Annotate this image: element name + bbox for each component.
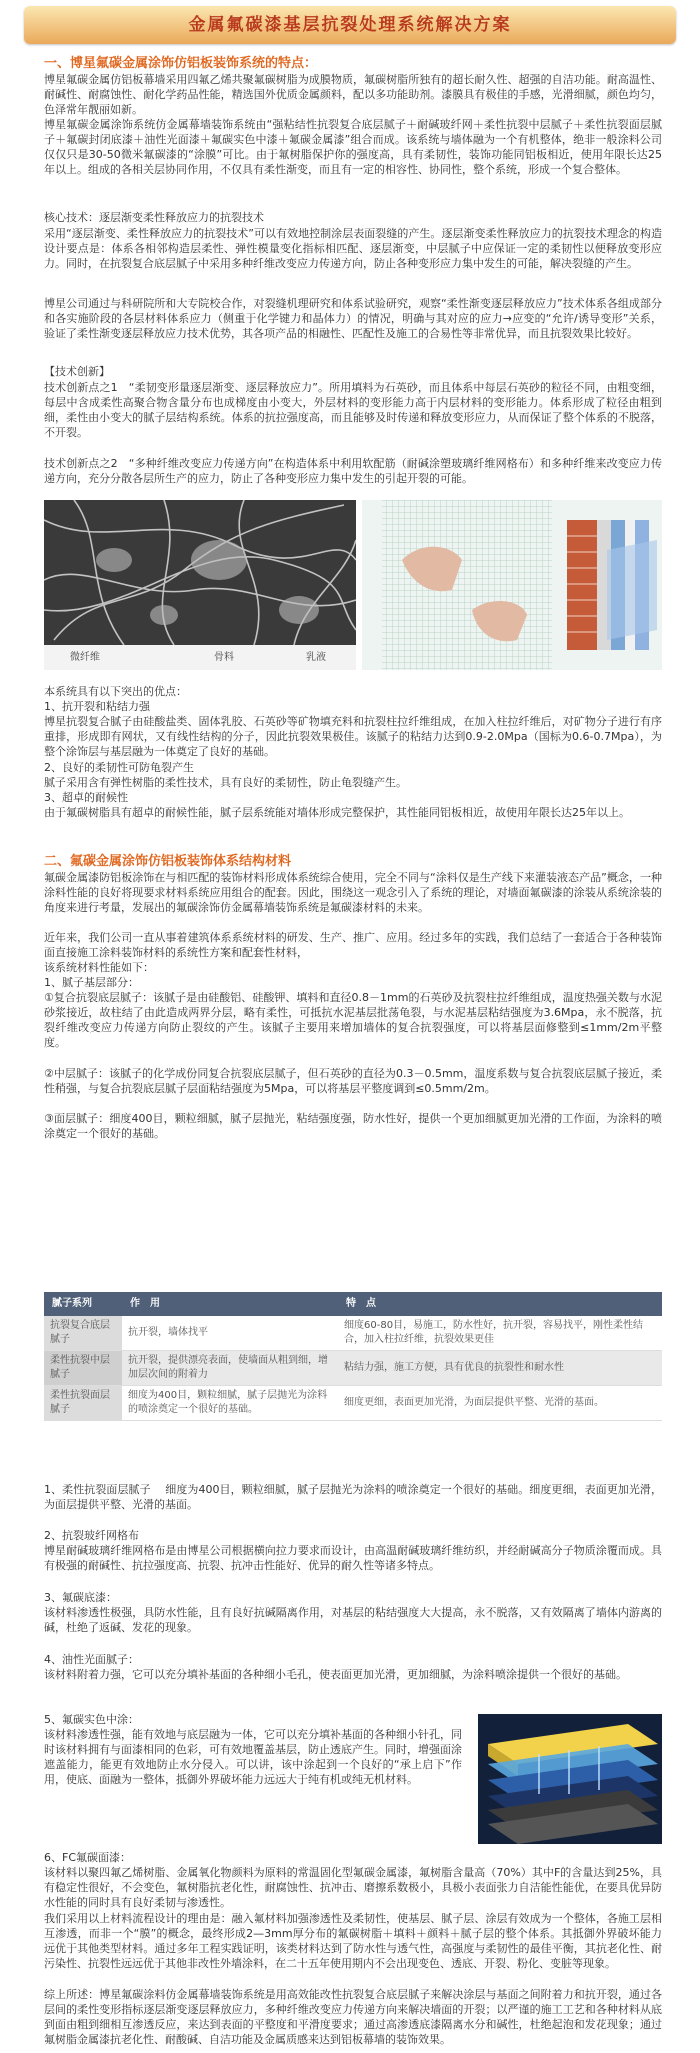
putty-spec-table bbox=[44, 1292, 662, 1421]
advantage-3-text: 由于氟碳树脂具有超卓的耐候性能，腻子层系统能对墙体形成完整保护，其性能同铝板相近，故使用年限长达25年以上。 bbox=[44, 806, 630, 819]
table-cell: 抗开裂，墙体找平 bbox=[122, 1316, 338, 1351]
mesh-application-figure bbox=[362, 500, 662, 670]
material-4-title: 4、油性光面腻子： bbox=[44, 1653, 139, 1666]
advantages-intro: 本系统具有以下突出的优点： bbox=[44, 685, 187, 698]
material-3-title: 3、氟碳底漆： bbox=[44, 1591, 117, 1604]
label-latex: 乳液 bbox=[306, 652, 326, 663]
advantage-2-title: 2、良好的柔韧性可防龟裂产生 bbox=[44, 761, 194, 774]
advantage-1-title: 1、抗开裂和粘结力强 bbox=[44, 700, 150, 713]
fiber-micrograph-image bbox=[44, 500, 356, 645]
section2-paragraph-1: 氟碳金属漆防铝板涂饰在与相匹配的装饰材料形成体系统综合使用，完全不同与“涂料仅是生产线下来灌装液态产品”概念，一种涂料性能的良好将现要求材料系统应用组合的配套。因此，围绕这一观念引入了系统的理论，对墙面氟碳漆的涂装从系统涂装的角度来进行考量，发展出的氟碳涂饰仿金属幕墙装饰系统是氟碳漆材料的未来。 bbox=[44, 871, 662, 914]
advantage-2-text: 腻子采用含有弹性树脂的柔性技术，具有良好的柔韧性，防止龟裂缝产生。 bbox=[44, 776, 407, 789]
section2-heading: 二、氟碳金属涂饰仿铝板装饰体系结构材料 bbox=[44, 854, 292, 869]
putty-base-layer: ①复合抗裂底层腻子：该腻子是由硅酸铝、硅酸钾、填料和直径0.8－1mm的石英砂及抗裂柱拉纤维组成，温度热强关数与水泥砂浆接近，故柱结了由此造成两界分层，略有柔性，可抵抗水泥基层批荡龟裂，与水泥基层粘结强度为3.6Mpa，永不脱落，抗裂纤维改变应力传递方向防止裂纹的产生。该腻子主要用来增加墙体的复合抗裂强度，可以将基层面修整到≤1mm/2m平整度。 bbox=[44, 991, 662, 1049]
table-cell: 粘结力强，施工方便，具有优良的抗裂性和耐水性 bbox=[338, 1351, 662, 1386]
section1-heading: 一、博星氟碳金属涂饰仿铝板装饰系统的特点： bbox=[44, 56, 318, 71]
putty-base-title: 1、腻子基层部分： bbox=[44, 976, 139, 989]
fiber-microscope-figure bbox=[44, 500, 356, 670]
material-5-title: 5、氟碳实色中涂： bbox=[44, 1713, 139, 1726]
table-row bbox=[44, 1316, 662, 1351]
table-header-feature: 特 点 bbox=[338, 1292, 662, 1316]
label-fiber: 微纤维 bbox=[70, 652, 100, 663]
core-tech-title: 核心技术：逐层渐变柔性释放应力的抗裂技术 bbox=[44, 211, 264, 224]
design-rationale: 我们采用以上材料流程设计的理由是：融入氟材料加强渗透性及柔韧性，使基层、腻子层、涂层有效成为一个整体，各施工层相互渗透，而非一个“膜”的概念，最终形成2—3mm厚分布的氟碳树脂＋填料＋颜料＋腻子层的整个体系。其抵御外界破坏能力远优于其他类型材料。通过多年工程实践证明，该类材料达到了防水性与透气性，高强度与柔韧性的最佳平衡，其抗老化性、耐污染性、抗裂性远远优于其他非改性外墙涂料，在二十五年使用期内不会出现变色、透底、开裂、粉化、变脏等现象。 bbox=[44, 1912, 662, 1970]
coating-layers-figure bbox=[478, 1714, 662, 1844]
material-6-title: 6、FC氟碳面漆： bbox=[44, 1851, 132, 1864]
innovation-point-1: 技术创新点之1 “柔韧变形量逐层渐变、逐层释放应力”。所用填料为石英砂，而且体系中每层石英砂的粒径不同，由粗变细，每层中含成柔性高聚合物含量分布也成梯度由小变大，外层材料的变形能力高于内层材料的变形能力。体系形成了粒径由粗到细，柔性由小变大的腻子层结构系统。体系的抗拉强度高，而且能够及时传递和释放变形应力，从而保证了整个体系的不脱落，不开裂。 bbox=[44, 381, 662, 439]
table-cell: 细度为400目，颗粒细腻，腻子层抛光为涂料的喷涂奠定一个很好的基础。 bbox=[122, 1386, 338, 1421]
table-header-series: 腻子系列 bbox=[44, 1292, 122, 1316]
section2-paragraph-2: 近年来，我们公司一直从事着建筑体系系统材料的研发、生产、推广、应用。经过多年的实践，我们总结了一套适合于各种装饰面直接施工涂料装饰材料的系统性方案和配套性材料， bbox=[44, 931, 662, 959]
material-5-text: 该材料渗透性强，能有效地与底层融为一体，它可以充分填补基面的各种细小针孔，同时该材料拥有与面漆相同的色彩，可有效地覆盖基层，防止透底产生。同时，增强面涂遮盖能力，能更有效地防止水分侵入。可以讲，该中涂起到一个良好的“承上启下”作用，使底、面融为一整体，抵御外界破坏能力远远大于纯有机或纯无机材料。 bbox=[44, 1728, 462, 1786]
material-2-text: 博星耐碱玻璃纤维网格布是由博星公司根据横向拉力要求而设计，由高温耐碱玻璃纤维纺织，并经耐碱高分子物质涂覆而成。具有极强的耐碱性、抗拉强度高、抗裂、抗冲击性能好、优异的耐久性等诸多特点。 bbox=[44, 1544, 662, 1572]
advantage-3-title: 3、超卓的耐候性 bbox=[44, 791, 128, 804]
table-row bbox=[44, 1386, 662, 1421]
innovation-heading: 【技术创新】 bbox=[44, 365, 110, 378]
section1-paragraph-1: 博星氟碳金属仿铝板幕墙采用四氟乙烯共聚氟碳树脂为成膜物质，氟碳树脂所独有的超长耐久性、超强的自洁功能。耐高温性、耐碱性、耐腐蚀性、耐化学药品性能，精选国外优质金属颜料，配以多功能助剂。漆膜具有极佳的手感，光滑细腻，颜色均匀，色泽常年靓丽如新。 bbox=[44, 73, 662, 116]
page-title: 金属氟碳漆基层抗裂处理系统解决方案 bbox=[188, 14, 512, 35]
material-3-text: 该材料渗透性极强，具防水性能，且有良好抗碱隔离作用，对基层的粘结强度大大提高，永不脱落，又有效隔离了墙体内游离的碱，杜绝了返碱、发花的现象。 bbox=[44, 1606, 662, 1634]
table-cell: 柔性抗裂面层腻子 bbox=[44, 1386, 122, 1421]
putty-middle-layer: ②中层腻子：该腻子的化学成份同复合抗裂底层腻子，但石英砂的直径为0.3－0.5mm，温度系数与复合抗裂底层腻子接近，柔性稍强，与复合抗裂底层腻子层面粘结强度为5Mpa，可以将基层平整度调到≤0.5mm/2m。 bbox=[44, 1067, 662, 1095]
table-cell: 柔性抗裂中层腻子 bbox=[44, 1351, 122, 1386]
innovation-point-2: 技术创新点之2 “多种纤维改变应力传递方向”在构造体系中利用软配筋（耐碱涂塑玻璃纤维网格布）和多种纤维来改变应力传递方向，充分分散各层所生产的应力，防止了各种变形应力集中发生的引起开裂的可能。 bbox=[44, 457, 662, 485]
material-2-title: 2、抗裂玻纤网格布 bbox=[44, 1529, 139, 1542]
section2-paragraph-3: 该系统材料性能如下： bbox=[44, 961, 154, 974]
label-aggregate: 骨料 bbox=[214, 652, 234, 663]
table-cell: 抗开裂，提供漂亮表面，使墙面从粗到细，增加层次间的附着力 bbox=[122, 1351, 338, 1386]
section1-paragraph-4: 博星公司通过与科研院所和大专院校合作，对裂缝机理研究和体系试验研究，观察“柔性渐变逐层释放应力”技术体系各组成部分和各实施阶段的各层材料体系应力（侧重于化学键力和晶体力）的情况，明确与其对应的应力→应变的“允许/诱导变形”关系，验证了柔性渐变逐层释放应力技术优势，其各项产品的相融性、匹配性及施工的合易性等非常优异，而且抗裂效果比较好。 bbox=[44, 297, 662, 340]
table-header-function: 作 用 bbox=[122, 1292, 338, 1316]
table-header-row bbox=[44, 1292, 662, 1316]
putty-surface-layer: ③面层腻子：细度400目，颗粒细腻，腻子层抛光，粘结强度强，防水性好，提供一个更加细腻更加光滑的工作面，为涂料的喷涂奠定一个很好的基础。 bbox=[44, 1112, 662, 1140]
coating-layers-image bbox=[478, 1714, 662, 1844]
mesh-wall-image bbox=[362, 500, 662, 670]
table-cell: 细度更细，表面更加光滑，为面层提供平整、光滑的基面。 bbox=[338, 1386, 662, 1421]
table-cell: 细度60-80目，易施工，防水性好，抗开裂，容易找平，刚性柔性结合，加入柱拉纤维，抗裂效果更佳 bbox=[338, 1316, 662, 1351]
advantage-1-text: 博星抗裂复合腻子由硅酸盐类、固体乳胶、石英砂等矿物填充料和抗裂柱拉纤维组成，在加入柱拉纤维后，对矿物分子进行有序重排，形成即有网状，又有线性结构的分子，因此抗裂效果极佳。该腻子的粘结力达到0.9-2.0Mpa（国标为0.6-0.7Mpa），为整个涂饰层与基层融为一体奠定了良好的基础。 bbox=[44, 715, 662, 758]
material-4-text: 该材料附着力强，它可以充分填补基面的各种细小毛孔，使表面更加光滑，更加细腻，为涂料喷涂提供一个很好的基础。 bbox=[44, 1668, 627, 1681]
table-row bbox=[44, 1351, 662, 1386]
material-6-text: 该材料以聚四氟乙烯树脂、金属氧化物颜料为原料的常温固化型氟碳金属漆，氟树脂含量高（70%）其中F的含量达到25%，具有稳定性很好，不会变色，氟树脂抗老化性，耐腐蚀性、抗冲击、磨擦系数极小，具极小表面张力自洁能性能优，在要具优异防水性能的同时具有良好柔韧与渗透性。 bbox=[44, 1866, 662, 1909]
section1-paragraph-2: 博星氟碳金属涂饰系统仿金属幕墙装饰系统由“强粘结性抗裂复合底层腻子＋耐碱玻纤网＋柔性抗裂中层腻子＋柔性抗裂面层腻子＋氟碳封闭底漆＋油性光面漆＋氟碳实色中漆＋氟碳金属漆”组合而成。该系统与墙体融为一个有机整体，绝非一般涂料公司仅仅只是30-50微米氟碳漆的“涂膜”可比。由于氟树脂保护你的强度高，具有柔韧性，装饰功能同铝板相近，使用年限长达25年以上。组成的各相关层协同作用，不仅具有柔性渐变，而且有一定的相容性、协同性，整个系统，形成一个复合整体。 bbox=[44, 118, 662, 176]
section1-paragraph-3: 采用“逐层渐变、柔性释放应力的抗裂技术”可以有效地控制涂层表面裂缝的产生。逐层渐变柔性释放应力的抗裂技术理念的构造设计要点是：体系各相邻构造层柔性、弹性模量变化指标相匹配、逐层渐变，中层腻子中应保证一定的柔韧性以便释放变形应力。同时，在抗裂复合底层腻子中采用多种纤维改变应力传递方向，防止各种变形应力集中发生的可能，解决裂缝的产生。 bbox=[44, 227, 662, 270]
title-banner bbox=[24, 6, 676, 44]
summary: 综上所述：博星氟碳涂料仿金属幕墙装饰系统是用高效能改性抗裂复合底层腻子来解决涂层与基面之间附着力和抗开裂，通过各层间的柔性变形指标逐层渐变逐层释放应力，多种纤维改变应力传递方向来解决墙面的开裂；以严谨的施工工艺和各种材料从底到面由粗到细相互渗透反应，来达到表面的平整度和平滑度要求；通过高渗透底漆隔离水分和碱性，杜绝起泡和发花现象；通过氟树脂金属漆抗老化性、耐酸碱、自洁功能及金属质感来达到铝板幕墙的装饰效果。 bbox=[44, 1988, 662, 2046]
table-cell: 抗裂复合底层腻子 bbox=[44, 1316, 122, 1351]
material-1: 1、柔性抗裂面层腻子 细度为400目，颗粒细腻，腻子层抛光为涂料的喷涂奠定一个很好的基础。细度更细，表面更加光滑，为面层提供平整、光滑的基面。 bbox=[44, 1483, 662, 1511]
